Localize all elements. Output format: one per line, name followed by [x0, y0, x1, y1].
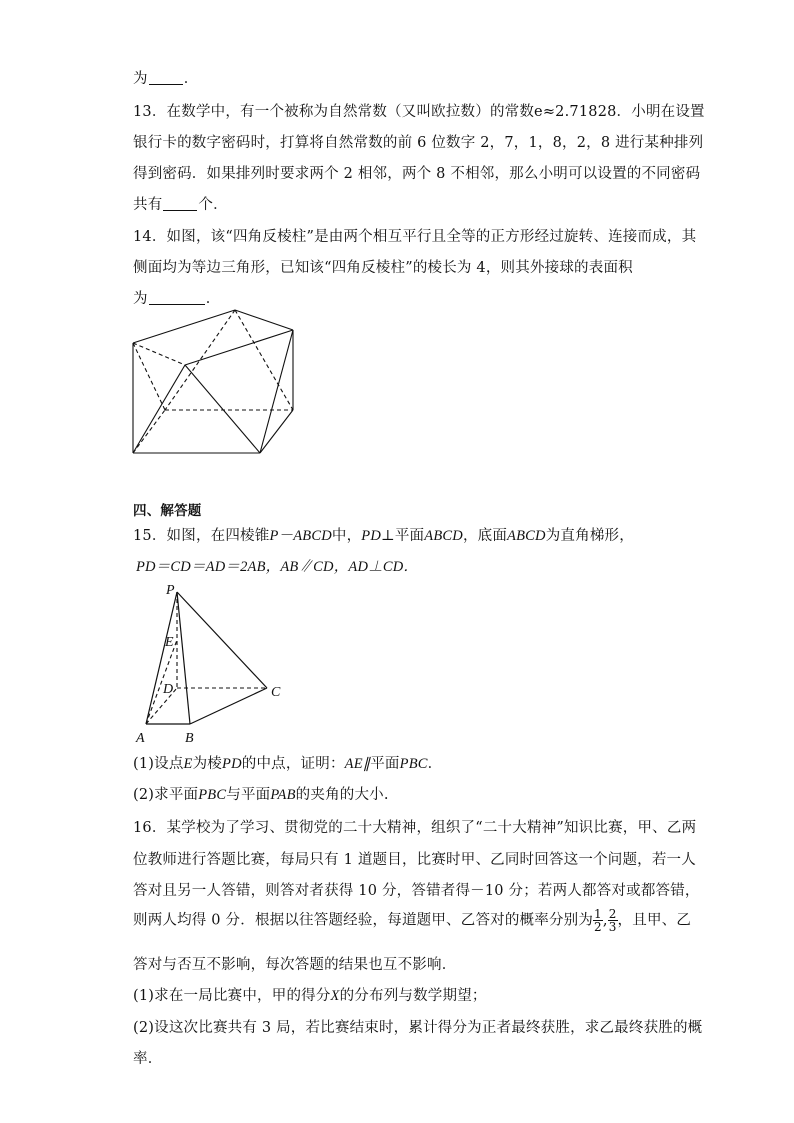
q14-prefix: 为 — [133, 291, 148, 307]
q15-line-2: PD＝CD＝AD＝2AB，AB∥CD，AD⊥CD． — [136, 559, 419, 575]
fraction-separator: , — [602, 912, 608, 929]
q15-text: 为直角梯形， — [545, 528, 634, 544]
q16-text: 的分布列与数学期望； — [339, 988, 487, 1004]
antiprism-hidden-edge — [133, 343, 165, 410]
q15-text: 中， — [331, 528, 362, 544]
q12-answer-blank[interactable] — [149, 70, 183, 85]
q15-math: PBC — [198, 787, 227, 803]
q16-line-2: 位教师进行答题比赛，每局只有 1 道题目，比赛时甲、乙同时回答这一个问题，若一人 — [133, 852, 696, 868]
q13-suffix: 个． — [198, 197, 228, 213]
antiprism-hidden-edge — [133, 343, 185, 365]
q15-text: ⊥平面 — [381, 528, 425, 544]
fraction-numerator: 1 — [594, 907, 602, 921]
pyramid-edge-pc — [177, 592, 267, 688]
label-d: D — [163, 682, 174, 697]
antiprism-edge — [260, 410, 293, 453]
fraction-denominator: 3 — [608, 920, 617, 934]
q16-text: (1)求在一局比赛中，甲的得分 — [133, 988, 331, 1004]
antiprism-edge — [235, 310, 293, 330]
pyramid-edge-bc — [190, 688, 267, 724]
antiprism-edge — [133, 365, 185, 453]
label-e: E — [165, 635, 174, 650]
fraction-two-thirds — [608, 908, 618, 933]
q13-answer-blank[interactable] — [163, 196, 197, 211]
q15-math: PBC — [399, 756, 428, 772]
q16-line-3: 答对且另一人答错，则答对者获得 10 分，答错者得－10 分；若两人都答对或都答错， — [133, 883, 700, 899]
fraction-one-half — [593, 908, 603, 933]
q15-math: E — [183, 756, 193, 772]
q15-math: PD — [361, 528, 382, 544]
q15-math: ABCD — [507, 528, 546, 544]
q15-part-1 — [133, 752, 442, 773]
fraction-numerator: 2 — [608, 907, 617, 921]
q15-math: AE∥ — [344, 756, 371, 772]
q15-text: 为棱 — [192, 756, 223, 772]
label-a: A — [136, 731, 145, 746]
q14-line-1: 14．如图，该“四角反棱柱”是由两个相互平行且全等的正方形经过旋转、连接而成，其 — [133, 229, 697, 245]
q15-part-2 — [133, 783, 389, 804]
antiprism-edge — [133, 310, 235, 343]
q15-math: PD — [222, 756, 242, 772]
q13-line-4 — [133, 193, 228, 214]
pyramid-edge-pa — [146, 592, 177, 724]
q15-text: 与平面 — [226, 787, 271, 803]
q15-text: (1)设点 — [133, 756, 184, 772]
q15-math: ABCD — [424, 528, 463, 544]
q13-line-1: 13．在数学中，有一个被称为自然常数（又叫欧拉数）的常数e≈2.71828．小明在设置 — [133, 104, 705, 120]
antiprism-hidden-edge — [235, 310, 293, 410]
q16-part-2-line-2: 率． — [133, 1051, 163, 1067]
q15-text: 15．如图，在四棱锥 — [133, 528, 270, 544]
antiprism-edge — [185, 330, 293, 365]
q16-line-4 — [133, 908, 691, 933]
q15-text: (2)求平面 — [133, 787, 199, 803]
q12-suffix: ． — [183, 71, 199, 87]
q13-line-3: 得到密码．如果排列时要求两个 2 相邻，两个 8 不相邻，那么小明可以设置的不同密码 — [133, 166, 701, 182]
q16-math: X — [330, 988, 340, 1004]
q15-line-1 — [133, 524, 634, 545]
q13-prefix: 共有 — [133, 197, 163, 213]
q14-answer-blank[interactable] — [149, 290, 205, 305]
q15-text: 的夹角的大小. — [295, 787, 389, 803]
q15-text: 平面 — [370, 756, 400, 772]
label-p: P — [166, 583, 175, 598]
q15-text: 的中点，证明： — [241, 756, 345, 772]
q16-text: 则两人均得 0 分．根据以往答题经验，每道题甲、乙答对的概率分别为 — [133, 912, 594, 929]
pyramid-figure — [130, 578, 290, 748]
antiprism-figure — [125, 305, 305, 465]
label-b: B — [185, 731, 194, 746]
section-4-title: 四、解答题 — [133, 503, 202, 519]
antiprism-edge — [185, 365, 260, 453]
pyramid-edge-pb — [177, 592, 190, 724]
q16-line-5: 答对与否互不影响，每次答题的结果也互不影响． — [133, 957, 457, 973]
fraction-denominator: 2 — [594, 920, 602, 934]
q15-text: ． — [427, 756, 443, 772]
q14-line-2: 侧面均为等边三角形，已知该“四角反棱柱”的棱长为 4，则其外接球的表面积 — [133, 260, 633, 276]
q14-suffix: ． — [205, 291, 221, 307]
q16-line-1: 16．某学校为了学习、贯彻党的二十大精神，组织了“二十大精神”知识比赛，甲、乙两 — [133, 820, 697, 836]
q16-part-1 — [133, 984, 487, 1005]
q12-answer-line — [133, 67, 198, 88]
q12-prefix: 为 — [133, 71, 148, 87]
q13-line-2: 银行卡的数字密码时，打算将自然常数的前 6 位数字 2，7，1，8，2，8 进行某种排列 — [133, 135, 704, 151]
q15-math: P－ABCD — [269, 528, 332, 544]
antiprism-edge — [260, 330, 293, 453]
q16-part-2-line-1: (2)设这次比赛共有 3 局，若比赛结束时，累计得分为正者最终获胜，求乙最终获胜的概 — [133, 1020, 703, 1036]
q15-text: ，底面 — [462, 528, 508, 544]
label-c: C — [271, 685, 281, 700]
q15-math: PAB — [270, 787, 296, 803]
q16-text: ，且甲、乙 — [617, 912, 692, 929]
antiprism-hidden-edge — [133, 410, 165, 453]
